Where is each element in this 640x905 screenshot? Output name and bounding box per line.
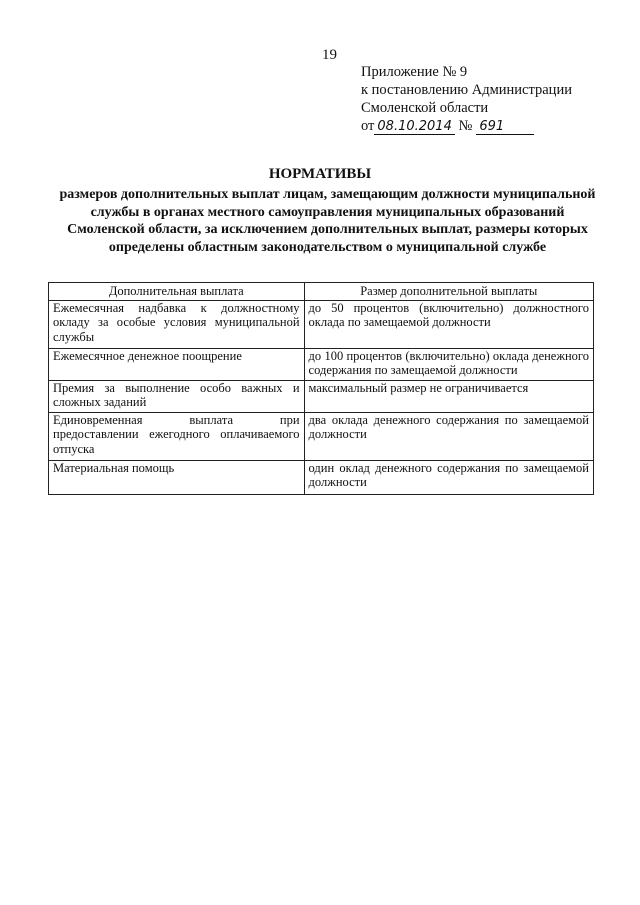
amount-cell: до 50 процентов (включительно) должностного оклада по замещаемой должности: [304, 300, 593, 348]
appendix-authority: Смоленской области: [361, 100, 489, 116]
document-subtitle: размеров дополнительных выплат лицам, замещающим должности муниципальной службы в органах местного самоуправления муниципальных образований Смоленской области, за исключением дополнительных выплат, размеры которых определены областным законодательством о муниципальной службе: [59, 187, 596, 255]
appendix-reference: к постановлению Администрации: [361, 82, 572, 98]
table-row: [49, 300, 594, 348]
handwritten-date: 08.10.2014: [374, 119, 454, 135]
number-label: №: [458, 118, 473, 134]
appendix-date-number-line: [361, 117, 572, 135]
header-amount: Размер дополнительной выплаты: [304, 283, 593, 301]
table-row: [49, 460, 594, 494]
handwritten-number: 691: [476, 119, 534, 135]
date-prefix: от: [361, 118, 375, 134]
appendix-block: [361, 63, 572, 135]
amount-cell: максимальный размер не ограничивается: [304, 380, 593, 412]
table-row: [49, 412, 594, 460]
document-title: НОРМАТИВЫ: [268, 166, 372, 182]
payment-cell: Материальная помощь: [49, 460, 305, 494]
amount-cell: два оклада денежного содержания по замещаемой должности: [304, 412, 593, 460]
table-row: [49, 380, 594, 412]
amount-cell: до 100 процентов (включительно) оклада денежного содержания по замещаемой должности: [304, 348, 593, 380]
page-number: 19: [322, 47, 337, 63]
table-header-row: [49, 283, 594, 301]
payment-cell: Ежемесячное денежное поощрение: [49, 348, 305, 380]
payment-cell: Ежемесячная надбавка к должностному окладу за особые условия муниципальной службы: [49, 300, 305, 348]
appendix-title: Приложение № 9: [361, 64, 468, 80]
norms-table: [48, 282, 594, 495]
payment-cell: Премия за выполнение особо важных и сложных заданий: [49, 380, 305, 412]
amount-cell: один оклад денежного содержания по замещаемой должности: [304, 460, 593, 494]
header-payment: Дополнительная выплата: [49, 283, 305, 301]
payment-cell: Единовременная выплата при предоставлении ежегодного оплачиваемого отпуска: [49, 412, 305, 460]
table-row: [49, 348, 594, 380]
